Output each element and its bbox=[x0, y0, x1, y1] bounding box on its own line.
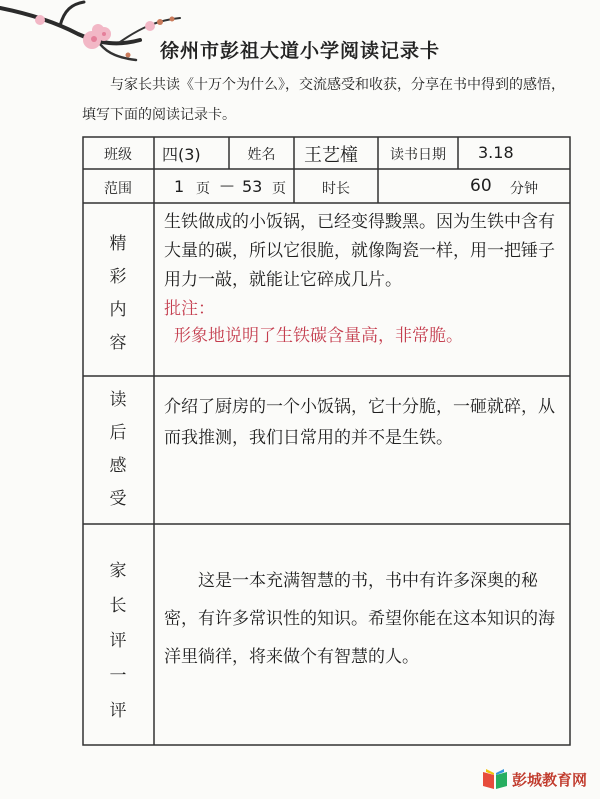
parent-comment-content: 这是一本充满智慧的书，书中有许多深奥的秘密，有许多常识性的知识。希望你能在这本知识的海洋里徜徉，将来做个有智慧的人。 bbox=[164, 571, 555, 667]
page-dash: — bbox=[220, 178, 234, 194]
page-word-2: 页 bbox=[272, 181, 286, 197]
watermark-logo bbox=[482, 768, 587, 790]
duration-value: 60 bbox=[470, 176, 492, 196]
name-value: 王艺橦 bbox=[304, 145, 358, 166]
date-label: 读书日期 bbox=[390, 147, 446, 163]
highlights-label: 精 彩 内 容 bbox=[109, 234, 127, 353]
highlights-content: 生铁做成的小饭锅，已经变得黢黑。因为生铁中含有大量的碳，所以它很脆，就像陶瓷一样，用一把锤子用力一敲，就能让它碎成几片。 bbox=[164, 212, 555, 290]
date-value: 3.18 bbox=[478, 143, 514, 162]
reading-record-card bbox=[82, 136, 571, 746]
page-from: 1 bbox=[174, 177, 185, 196]
watermark-text: 彭城教育网 bbox=[512, 770, 588, 789]
intro-text: 与家长共读《十万个为什么》，交流感受和收获，分享在书中得到的感悟，填写下面的阅读记录卡。 bbox=[82, 77, 565, 123]
name-label: 姓名 bbox=[247, 147, 276, 163]
scope-label: 范围 bbox=[104, 181, 132, 197]
page-word-1: 页 bbox=[196, 181, 210, 197]
page-title: 徐州市彭祖大道小学阅读记录卡 bbox=[159, 40, 440, 62]
book-logo-icon bbox=[482, 768, 508, 790]
parent-comment-label: 家 长 评 一 评 bbox=[109, 561, 127, 721]
reflection-label: 读 后 感 受 bbox=[109, 390, 127, 509]
class-value: 四(3) bbox=[162, 145, 201, 164]
annotation-text: 形象地说明了生铁碳含量高，非常脆。 bbox=[174, 326, 463, 346]
minutes-label: 分钟 bbox=[510, 181, 538, 197]
page-to: 53 bbox=[242, 177, 263, 196]
reflection-content: 介绍了厨房的一个小饭锅，它十分脆，一砸就碎，从而我推测，我们日常用的并不是生铁。 bbox=[164, 397, 555, 448]
duration-label: 时长 bbox=[322, 181, 350, 197]
annotation-label: 批注： bbox=[164, 299, 215, 319]
class-label: 班级 bbox=[104, 147, 132, 163]
